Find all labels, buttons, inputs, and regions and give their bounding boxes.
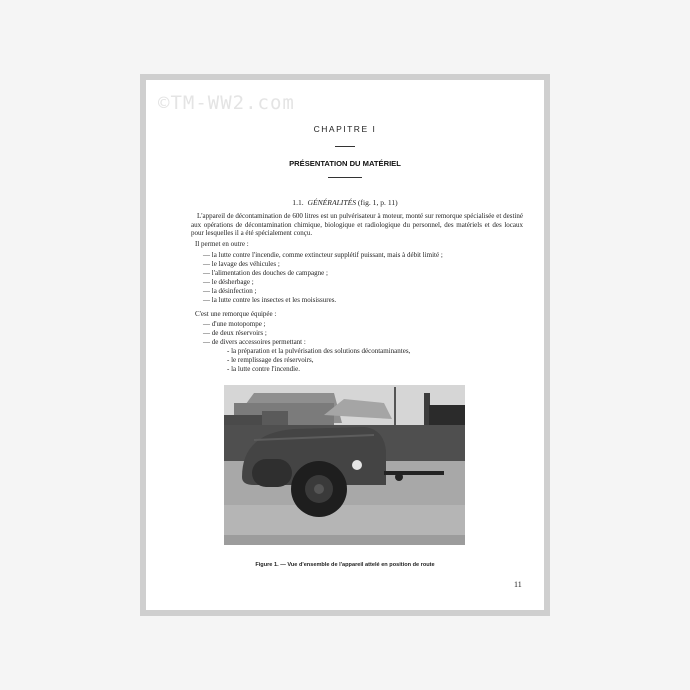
equipment-item: — de divers accessoires permettant : bbox=[203, 338, 306, 346]
equipment-item: — de deux réservoirs ; bbox=[203, 329, 267, 337]
document-page bbox=[146, 80, 544, 610]
figure-caption: Figure 1. — Vue d'ensemble de l'appareil attelé en position de route bbox=[255, 562, 435, 568]
section-heading bbox=[146, 198, 544, 207]
title-rule bbox=[328, 177, 362, 178]
chapter-rule bbox=[335, 146, 355, 147]
watermark: ©TM-WW2.com bbox=[158, 92, 295, 114]
trailer-photo-illustration bbox=[224, 385, 465, 545]
chapter-heading: CHAPITRE I bbox=[313, 124, 377, 134]
uses-lead: Il permet en outre : bbox=[195, 240, 249, 248]
accessory-item: - la préparation et la pulvérisation des solutions décontaminantes, bbox=[227, 347, 411, 355]
use-item: — la désinfection ; bbox=[203, 287, 257, 295]
accessory-item: - le remplissage des réservoirs, bbox=[227, 356, 314, 364]
section-ref: (fig. 1, p. 11) bbox=[357, 198, 398, 207]
trailer-photo bbox=[224, 385, 465, 545]
equipment-item: — d'une motopompe ; bbox=[203, 320, 266, 328]
accessory-item: - la lutte contre l'incendie. bbox=[227, 365, 300, 373]
section-number: 1.1. bbox=[292, 198, 304, 207]
use-item: — l'alimentation des douches de campagne ; bbox=[203, 269, 328, 277]
intro-paragraph: L'appareil de décontamination de 600 litres est un pulvérisateur à moteur, monté sur remorque spécialisée et destiné aux opérations de décontamination chimique, biologique et radiologique du personnel, des matériels et des locaux pour lesquelles il a été spécialement conçu. bbox=[191, 212, 523, 238]
use-item: — la lutte contre les insectes et les moisissures. bbox=[203, 296, 337, 304]
section-name: GÉNÉRALITÉS bbox=[307, 198, 356, 207]
page-title: PRÉSENTATION DU MATÉRIEL bbox=[289, 159, 401, 168]
page-number: 11 bbox=[514, 580, 522, 589]
use-item: — le désherbage ; bbox=[203, 278, 254, 286]
use-item: — le lavage des véhicules ; bbox=[203, 260, 280, 268]
use-item: — la lutte contre l'incendie, comme extincteur supplétif puissant, mais à débit limité ; bbox=[203, 251, 443, 259]
equipment-lead: C'est une remorque équipée : bbox=[195, 310, 277, 318]
